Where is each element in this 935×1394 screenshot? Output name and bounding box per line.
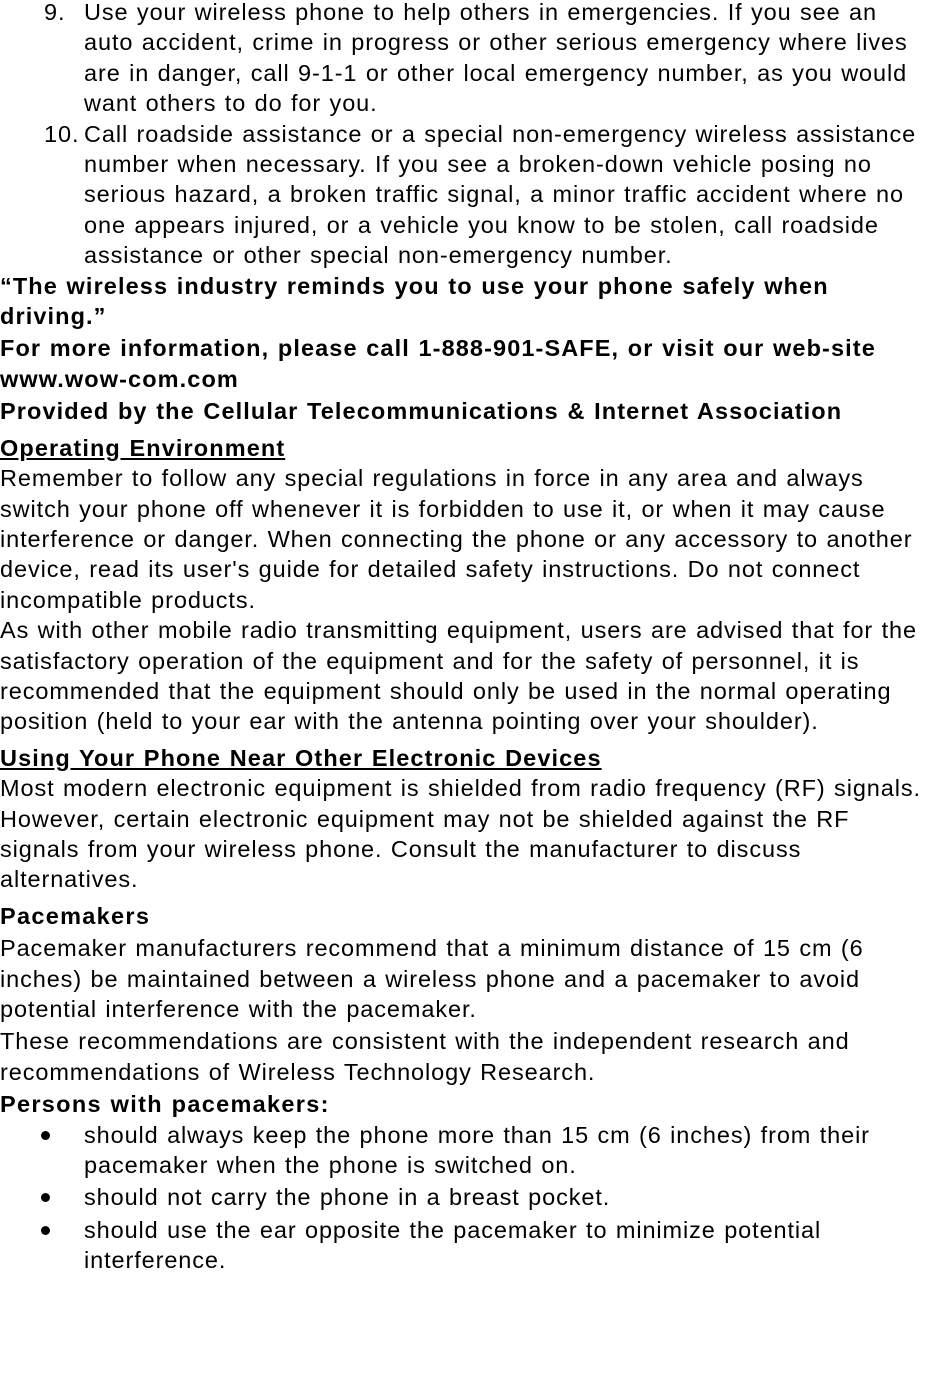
- pacemakers-paragraph: These recommendations are consistent with the independent research and recommendations of Wireless Technology Research.: [0, 1028, 850, 1085]
- bullet-text: should use the ear opposite the pacemaker to minimize potential interference.: [84, 1216, 822, 1274]
- list-item: [0, 0, 935, 119]
- bullet-dot-icon: [0, 1182, 84, 1212]
- operating-environment-paragraph: Remember to follow any special regulations in force in any area and always switch your phone off whenever it is forbidden to use it, or when it may cause interference or danger. When connecting the phone or any accessory to another device, read its user's guide for detailed safety instructions. Do not connect incompatible products.: [0, 465, 913, 613]
- bullet-item: [0, 1215, 935, 1276]
- list-item-text: Call roadside assistance or a special non-emergency wireless assistance number when necessary. If you see a broken-down vehicle posing no serious hazard, a broken traffic signal, a minor traffic accident where no one appears injured, or a vehicle you know to be stolen, call roadside assistance or other special non-emergency number.: [84, 120, 917, 269]
- operating-environment-paragraph: As with other mobile radio transmitting equipment, users are advised that for the satisfactory operation of the equipment and for the safety of personnel, it is recommended that the equipment should only be used in the normal operating position (held to your ear with the antenna pointing over your shoulder).: [0, 617, 917, 735]
- reminder-statement: “The wireless industry reminds you to use your phone safely when driving.”: [0, 272, 829, 330]
- pacemakers-heading: Pacemakers: [0, 902, 151, 929]
- bullet-dot-icon: [0, 1215, 84, 1245]
- more-info-statement: For more information, please call 1-888-901-SAFE, or visit our web-site www.wow-com.com: [0, 335, 876, 392]
- bullet-text: should not carry the phone in a breast pocket.: [84, 1184, 611, 1211]
- list-item: [0, 119, 935, 271]
- operating-environment-heading: Operating Environment: [0, 434, 286, 461]
- persons-with-pacemakers-heading: Persons with pacemakers:: [0, 1091, 330, 1118]
- bullet-item: [0, 1182, 935, 1212]
- electronic-devices-heading: Using Your Phone Near Other Electronic Devices: [0, 744, 602, 771]
- electronic-devices-paragraph: Most modern electronic equipment is shielded from radio frequency (RF) signals. However, certain electronic equipment may not be shielded against the RF signals from your wireless phone. Consult the manufacturer to discuss alternatives.: [0, 775, 921, 893]
- provided-by-statement: Provided by the Cellular Telecommunications & Internet Association: [0, 398, 843, 425]
- list-item-text: Use your wireless phone to help others in emergencies. If you see an auto accident, crime in progress or other serious emergency where lives are in danger, call 9-1-1 or other local emergency number, as you would want others to do for you.: [84, 0, 908, 117]
- bullet-text: should always keep the phone more than 15 cm (6 inches) from their pacemaker when the phone is switched on.: [84, 1121, 870, 1179]
- bullet-item: [0, 1120, 935, 1181]
- list-number: 9.: [44, 0, 66, 25]
- list-number: 10.: [44, 120, 80, 147]
- pacemakers-paragraph: Pacemaker manufacturers recommend that a minimum distance of 15 cm (6 inches) be maintained between a wireless phone and a pacemaker to avoid potential interference with the pacemaker.: [0, 935, 864, 1022]
- bullet-dot-icon: [0, 1120, 84, 1150]
